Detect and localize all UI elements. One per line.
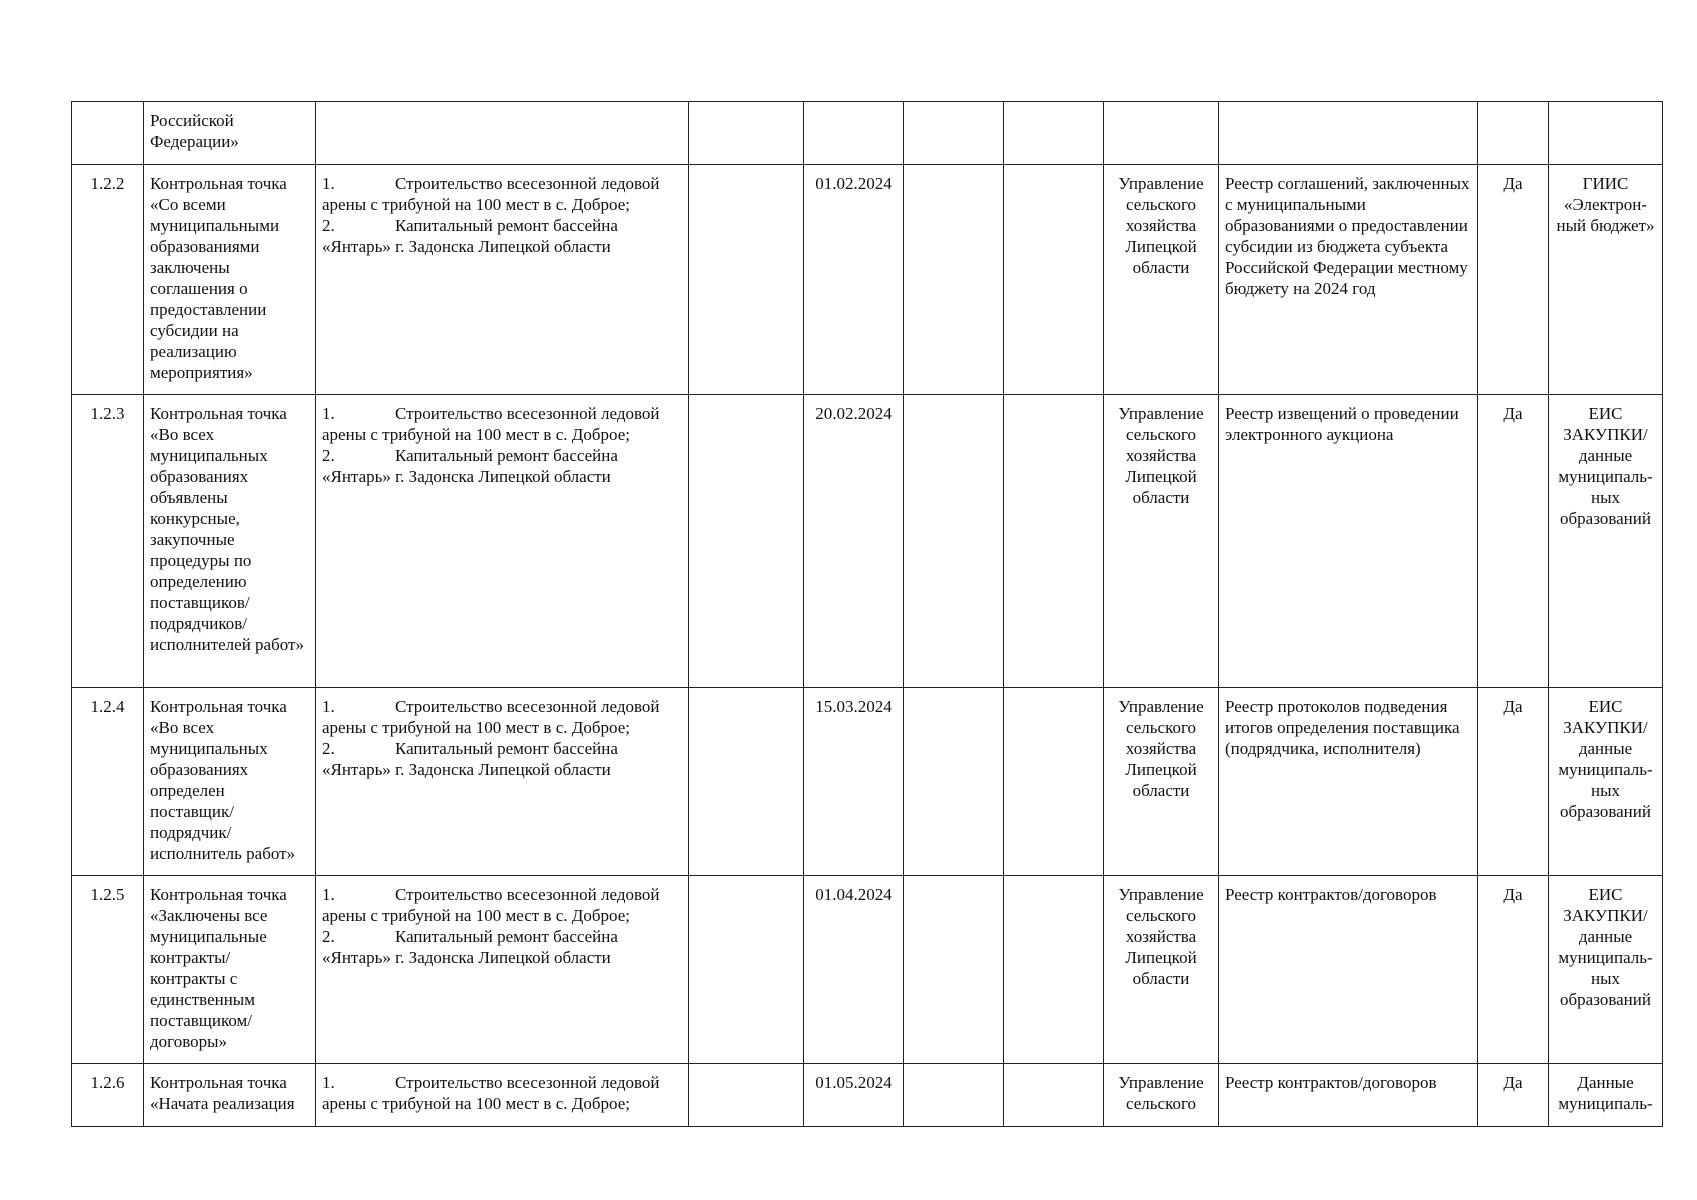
object-number: 1. [322,885,335,904]
empty-cell [1004,876,1104,1064]
empty-cell [689,395,804,688]
empty-cell [904,102,1004,165]
object-title-continued: «Янтарь» г. Задонска Липецкой области [322,237,611,256]
object-item [322,215,682,236]
empty-cell [689,165,804,395]
object-title-continued: «Янтарь» г. Задонска Липецкой области [322,467,611,486]
objects-cell [316,395,689,688]
table-row [72,395,1663,688]
control-point-name: Контрольная точка «Со всеми муниципальными образованиями заключены соглашения о предоставлении субсидии на реализацию мероприятия» [144,165,316,395]
control-point-name: Контрольная точка «Во всех муниципальных образованиях определен поставщик/ подрядчик/ исполнитель работ» [144,688,316,876]
flag-value: Да [1478,688,1549,876]
object-item [322,1072,682,1093]
due-date: 01.04.2024 [804,876,904,1064]
row-number: 1.2.5 [72,876,144,1064]
info-system: ЕИС ЗАКУПКИ/ данные муниципаль-ных образований [1549,876,1663,1064]
control-points-table [71,101,1663,1127]
info-system: ЕИС ЗАКУПКИ/ данные муниципаль-ных образований [1549,395,1663,688]
empty-cell [1004,165,1104,395]
object-title: Капитальный ремонт бассейна [395,216,618,235]
control-point-name: Контрольная точка «Во всех муниципальных образованиях объявлены конкурсные, закупочные процедуры по определению поставщиков/ подрядчиков/ исполнителей работ» [144,395,316,688]
object-title-continued: арены с трибуной на 100 мест в с. Доброе; [322,1094,630,1113]
object-title-continued: «Янтарь» г. Задонска Липецкой области [322,760,611,779]
due-date: 01.02.2024 [804,165,904,395]
row-number: 1.2.6 [72,1064,144,1127]
empty-cell [904,1064,1004,1127]
object-number: 2. [322,739,335,758]
empty-cell [904,165,1004,395]
responsible-body: Управление сельского [1104,1064,1219,1127]
object-item [322,926,682,947]
table-row [72,876,1663,1064]
empty-cell [904,688,1004,876]
responsible-body: Управление сельского хозяйства Липецкой области [1104,688,1219,876]
info-system [1549,102,1663,165]
responsible-body: Управление сельского хозяйства Липецкой области [1104,395,1219,688]
responsible-body [1104,102,1219,165]
info-system: ГИИС «Электрон-ный бюджет» [1549,165,1663,395]
due-date [804,102,904,165]
empty-cell [689,102,804,165]
object-title-continued: арены с трибуной на 100 мест в с. Доброе; [322,718,630,737]
empty-cell [689,1064,804,1127]
control-point-name: Контрольная точка «Заключены все муниципальные контракты/ контракты с единственным поставщиком/ договоры» [144,876,316,1064]
row-number [72,102,144,165]
table-row [72,165,1663,395]
flag-value: Да [1478,876,1549,1064]
object-title: Капитальный ремонт бассейна [395,739,618,758]
confirming-document: Реестр извещений о проведении электронного аукциона [1219,395,1478,688]
empty-cell [904,395,1004,688]
object-item [322,403,682,424]
object-title-continued: арены с трибуной на 100 мест в с. Доброе; [322,425,630,444]
object-title: Строительство всесезонной ледовой [395,697,660,716]
object-title: Строительство всесезонной ледовой [395,174,660,193]
empty-cell [1004,688,1104,876]
object-title: Капитальный ремонт бассейна [395,446,618,465]
object-title: Строительство всесезонной ледовой [395,404,660,423]
object-title-continued: «Янтарь» г. Задонска Липецкой области [322,948,611,967]
object-title-continued: арены с трибуной на 100 мест в с. Доброе; [322,195,630,214]
table-row [72,688,1663,876]
flag-value: Да [1478,1064,1549,1127]
object-number: 1. [322,174,335,193]
confirming-document: Реестр контрактов/договоров [1219,876,1478,1064]
object-number: 2. [322,216,335,235]
due-date: 20.02.2024 [804,395,904,688]
empty-cell [1004,395,1104,688]
empty-cell [689,876,804,1064]
empty-cell [689,688,804,876]
objects-cell [316,1064,689,1127]
object-number: 1. [322,697,335,716]
object-item [322,696,682,717]
row-number: 1.2.3 [72,395,144,688]
object-item [322,173,682,194]
confirming-document: Реестр контрактов/договоров [1219,1064,1478,1127]
empty-cell [1004,102,1104,165]
info-system: Данные муниципаль- [1549,1064,1663,1127]
object-title: Строительство всесезонной ледовой [395,885,660,904]
objects-cell [316,165,689,395]
object-title: Строительство всесезонной ледовой [395,1073,660,1092]
flag-value [1478,102,1549,165]
confirming-document: Реестр соглашений, заключенных с муниципальными образованиями о предоставлении субсидии из бюджета субъекта Российской Федерации местному бюджету на 2024 год [1219,165,1478,395]
object-item [322,884,682,905]
objects-cell [316,876,689,1064]
due-date: 15.03.2024 [804,688,904,876]
object-number: 1. [322,1073,335,1092]
due-date: 01.05.2024 [804,1064,904,1127]
flag-value: Да [1478,395,1549,688]
control-point-name: Контрольная точка «Начата реализация [144,1064,316,1127]
responsible-body: Управление сельского хозяйства Липецкой области [1104,165,1219,395]
object-number: 2. [322,446,335,465]
table-row [72,102,1663,165]
confirming-document [1219,102,1478,165]
object-number: 1. [322,404,335,423]
object-title-continued: арены с трибуной на 100 мест в с. Доброе; [322,906,630,925]
row-number: 1.2.4 [72,688,144,876]
empty-cell [904,876,1004,1064]
object-item [322,738,682,759]
objects-cell [316,688,689,876]
row-number: 1.2.2 [72,165,144,395]
info-system: ЕИС ЗАКУПКИ/ данные муниципаль-ных образований [1549,688,1663,876]
objects-cell [316,102,689,165]
flag-value: Да [1478,165,1549,395]
object-number: 2. [322,927,335,946]
confirming-document: Реестр протоколов подведения итогов определения поставщика (подрядчика, исполнителя) [1219,688,1478,876]
empty-cell [1004,1064,1104,1127]
table-row [72,1064,1663,1127]
responsible-body: Управление сельского хозяйства Липецкой области [1104,876,1219,1064]
object-title: Капитальный ремонт бассейна [395,927,618,946]
control-point-name: Российской Федерации» [144,102,316,165]
object-item [322,445,682,466]
